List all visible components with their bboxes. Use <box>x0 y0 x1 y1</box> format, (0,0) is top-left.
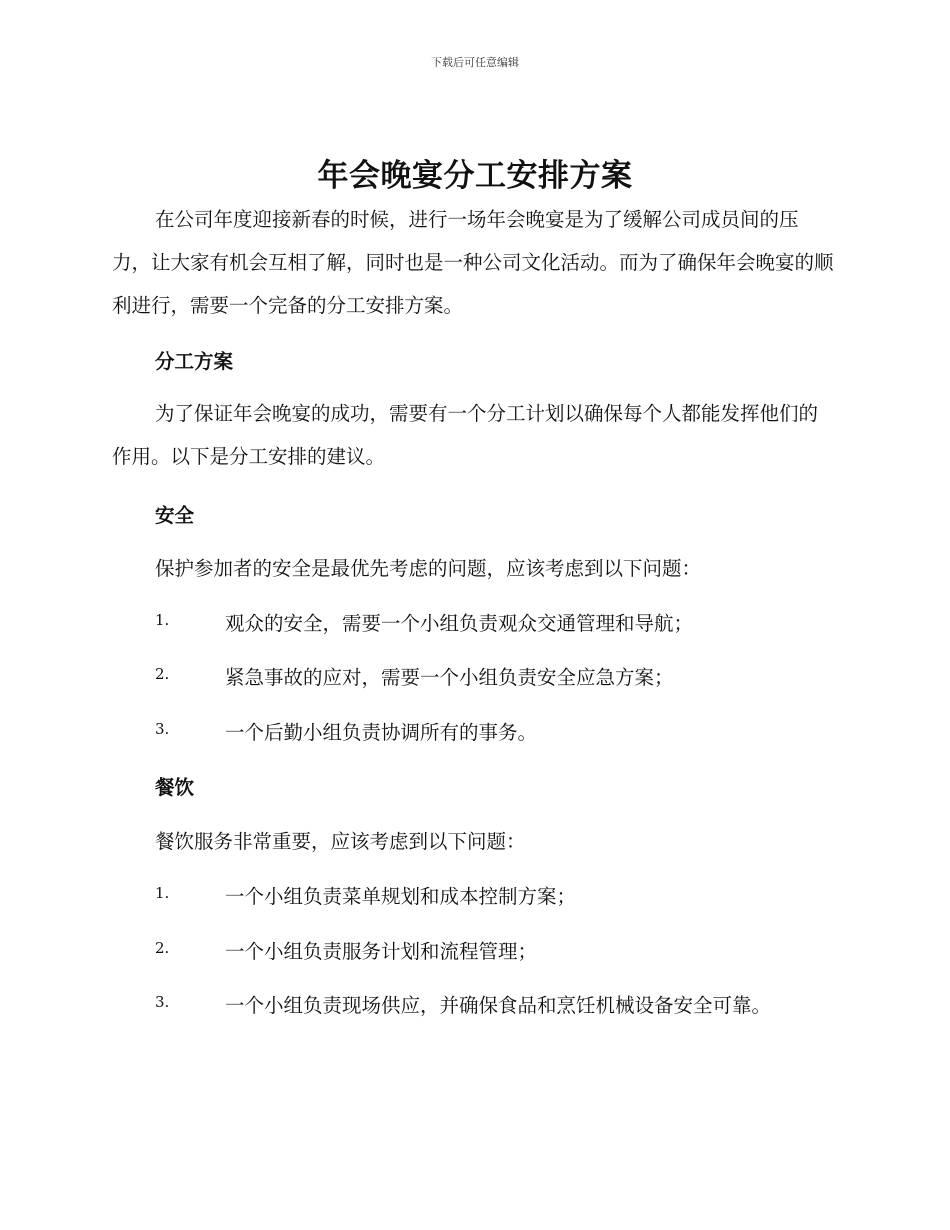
intro-paragraph: 在公司年度迎接新春的时候，进行一场年会晚宴是为了缓解公司成员间的压力，让大家有机会互相了解，同时也是一种公司文化活动。而为了确保年会晚宴的顺利进行，需要一个完备的分工安排方案。 <box>112 208 834 317</box>
list-item <box>155 717 855 747</box>
list-text: 观众的安全，需要一个小组负责观众交通管理和导航； <box>225 612 694 635</box>
division-paragraph: 为了保证年会晚宴的成功，需要有一个分工计划以确保每个人都能发挥他们的作用。以下是分工安排的建议。 <box>112 402 819 468</box>
list-number: 2. <box>155 665 170 683</box>
section-heading-catering: 餐饮 <box>155 776 195 799</box>
list-item <box>155 662 855 692</box>
catering-intro: 餐饮服务非常重要，应该考虑到以下问题： <box>155 830 526 853</box>
list-text: 一个小组负责服务计划和流程管理； <box>225 940 538 963</box>
list-text: 一个小组负责现场供应，并确保食品和烹饪机械设备安全可靠。 <box>225 994 772 1017</box>
list-number: 3. <box>155 993 170 1011</box>
header-note: 下载后可任意编辑 <box>431 56 519 69</box>
list-number: 1. <box>155 611 170 629</box>
list-item <box>155 608 855 638</box>
list-text: 一个后勤小组负责协调所有的事务。 <box>225 721 538 744</box>
list-item <box>155 936 855 966</box>
list-number: 3. <box>155 720 170 738</box>
list-text: 一个小组负责菜单规划和成本控制方案； <box>225 885 577 908</box>
list-text: 紧急事故的应对，需要一个小组负责安全应急方案； <box>225 666 674 689</box>
document-title: 年会晚宴分工安排方案 <box>317 158 633 194</box>
list-number: 2. <box>155 939 170 957</box>
list-item <box>155 881 855 911</box>
safety-intro: 保护参加者的安全是最优先考虑的问题，应该考虑到以下问题： <box>155 557 702 580</box>
list-item <box>155 990 855 1020</box>
list-number: 1. <box>155 884 170 902</box>
section-heading-safety: 安全 <box>155 504 195 527</box>
section-heading-division: 分工方案 <box>155 350 234 373</box>
